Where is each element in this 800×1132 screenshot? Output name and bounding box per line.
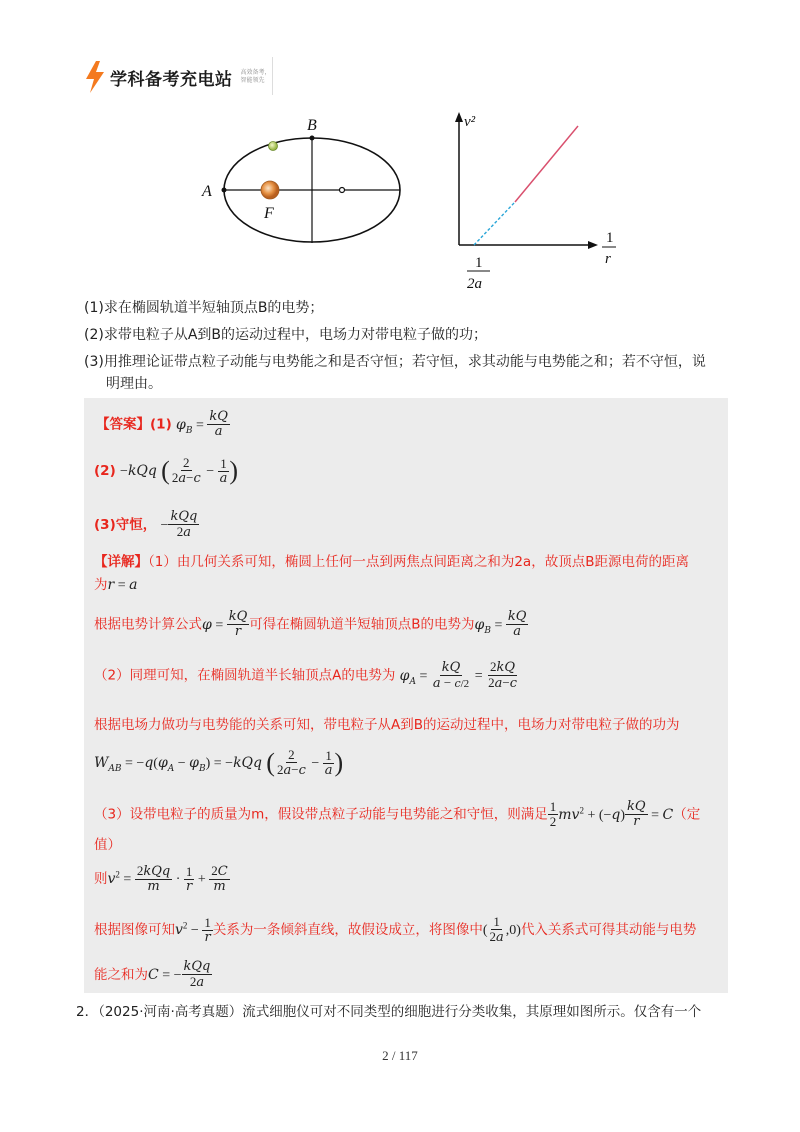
answer-1: 【答案】(1) $\varphi_B$ = $\frac{kQ}{a}$	[96, 409, 228, 439]
moving-particle	[269, 142, 278, 151]
graph-xlabel-den: r	[605, 251, 611, 267]
graph-ylabel: v²	[464, 114, 476, 130]
question-2-stem: 2．（2025·河南·高考真题）流式细胞仪可对不同类型的细胞进行分类收集，其原理如图所示。仅含有一个	[76, 1004, 702, 1020]
question-2: (2)求带电粒子从A到B的运动过程中，电场力对带电粒子做的功；	[84, 327, 488, 343]
question-3-line1: (3)用推理论证带点粒子动能与电势能之和是否守恒；若守恒，求其动能与电势能之和；若不守恒，说	[84, 354, 706, 370]
graph-tick-den: 2a	[467, 276, 482, 292]
detail-3: （2）同理可知，在椭圆轨道半长轴顶点A的电势为 $\varphi_A$ = $\frac{kQ}{a - c/2}$ = $\frac{2kQ}{2a-c}$	[94, 659, 517, 691]
ellipse-orbit-figure	[196, 110, 416, 260]
detail-1-line1: 【详解】（1）由几何关系可知，椭圆上任何一点到两焦点间距离之和为2a，故顶点B距源电荷的距离	[94, 554, 689, 570]
header-divider	[272, 57, 273, 95]
label-F: F	[264, 205, 274, 222]
detail-7: 根据图像可知$v^2$ − $\frac{1}{r}$ 关系为一条倾斜直线，故假设成立，将图像中( $\frac{1}{2a}$ ,0)代入关系式可得其动能与电势	[94, 914, 697, 945]
graph-tick-num: 1	[475, 255, 483, 271]
detail-6: 则$v^2$ = $\frac{\text{2kQq}}{m}$ · $\frac{1}{r}$ + $\frac{2C}{m}$	[94, 863, 228, 894]
lightning-icon	[84, 61, 106, 93]
source-charge	[261, 181, 279, 199]
answer-box	[84, 398, 728, 993]
detail-5: （3）设带电粒子的质量为m，假设带点粒子动能与电势能之和守恒，则满足 $\frac{1}{2}$ $mv^2 + (-q)$ $\frac{kQ}{r}$ = C（定	[94, 799, 701, 830]
question-3-line2: 明理由。	[106, 376, 162, 392]
detail-4: 根据电场力做功与电势能的关系可知，带电粒子从A到B的运动过程中，电场力对带电粒子做的功为	[94, 717, 680, 733]
detail-1-line2: 为r = a	[94, 577, 138, 593]
work-equation: $W_{AB} = -q(\varphi_A - \varphi_B) = -kQq$ ( $\frac{2}{2a-c}$ − $\frac{1}{a}$ )	[94, 747, 344, 778]
label-A: A	[202, 183, 212, 200]
page-number: 2 / 117	[382, 1048, 418, 1063]
graph-xlabel-num: 1	[606, 230, 614, 246]
question-1: (1)求在椭圆轨道半短轴顶点B的电势；	[84, 300, 324, 316]
answer-3: (3)守恒， − $\frac{\text{kQq}}{2a}$	[94, 509, 198, 540]
detail-8: 能之和为C = − $\frac{\text{kQq}}{2a}$	[94, 959, 211, 990]
label-B: B	[307, 117, 317, 134]
brand-logo	[84, 60, 277, 94]
v2-vs-inverse-r-graph	[450, 100, 630, 295]
detail-2: 根据电势计算公式φ = $\frac{kQ}{r}$ 可得在椭圆轨道半短轴顶点B的电势为$\varphi_B$ = $\frac{kQ}{a}$	[94, 609, 527, 639]
detail-5-line2: 值）	[94, 837, 121, 853]
logo-slogan: 高效备考， 智能领先	[240, 69, 271, 84]
answer-2: (2) −kQq ( $\frac{2}{2a-c}$ − $\frac{1}{a}$ )	[94, 455, 239, 486]
logo-title: 学科备考充电站	[110, 69, 233, 90]
